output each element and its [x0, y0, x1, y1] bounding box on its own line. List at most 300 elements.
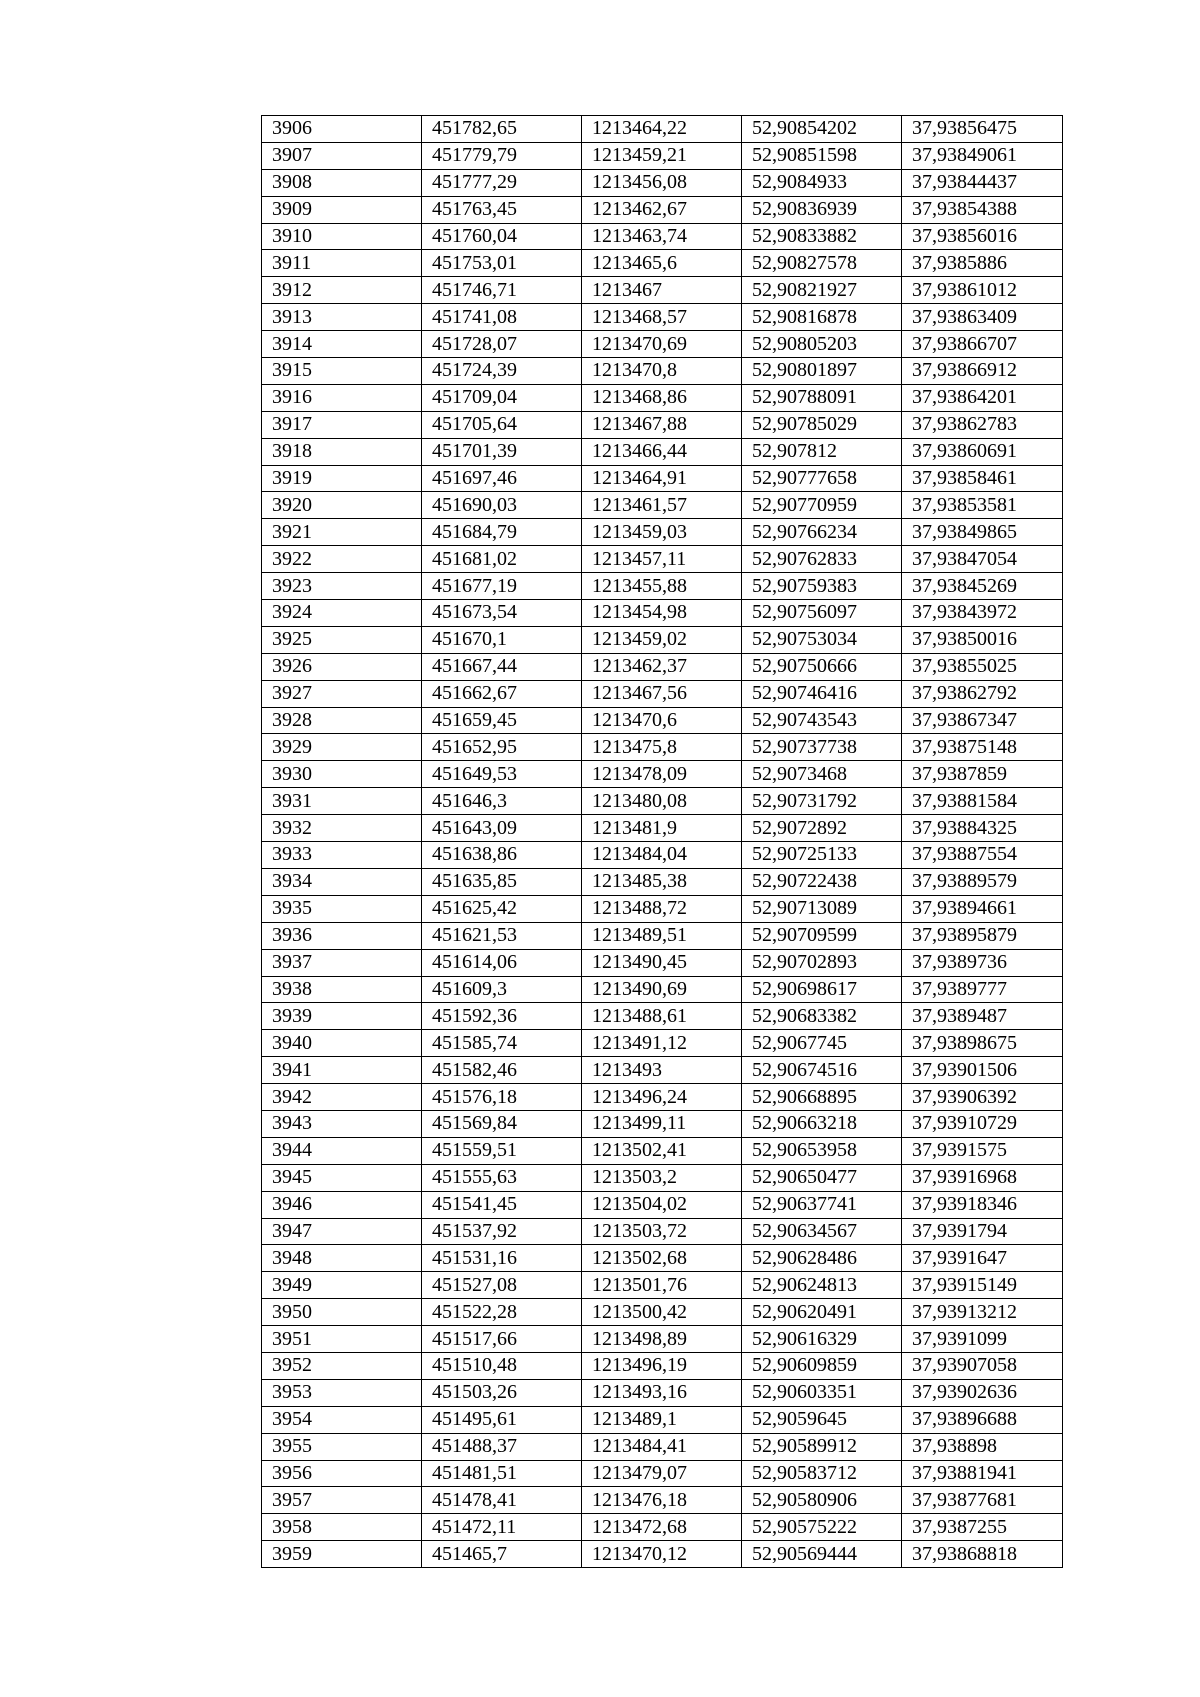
latitude-cell: 52,90788091	[742, 384, 902, 411]
longitude-cell: 37,93887554	[902, 842, 1063, 869]
y-coordinate-cell: 1213467,88	[582, 411, 742, 438]
point-number-cell: 3926	[262, 653, 422, 680]
table-row	[262, 331, 1063, 358]
table-row	[262, 1164, 1063, 1191]
longitude-cell: 37,9391099	[902, 1326, 1063, 1353]
x-coordinate-cell: 451559,51	[422, 1137, 582, 1164]
y-coordinate-cell: 1213501,76	[582, 1272, 742, 1299]
x-coordinate-cell: 451701,39	[422, 438, 582, 465]
point-number-cell: 3919	[262, 465, 422, 492]
point-number-cell: 3931	[262, 788, 422, 815]
y-coordinate-cell: 1213500,42	[582, 1299, 742, 1326]
latitude-cell: 52,90580906	[742, 1487, 902, 1514]
point-number-cell: 3939	[262, 1003, 422, 1030]
point-number-cell: 3921	[262, 519, 422, 546]
y-coordinate-cell: 1213488,61	[582, 1003, 742, 1030]
longitude-cell: 37,93918346	[902, 1191, 1063, 1218]
latitude-cell: 52,90663218	[742, 1110, 902, 1137]
latitude-cell: 52,90668895	[742, 1084, 902, 1111]
x-coordinate-cell: 451728,07	[422, 331, 582, 358]
longitude-cell: 37,93847054	[902, 546, 1063, 573]
x-coordinate-cell: 451517,66	[422, 1326, 582, 1353]
table-row	[262, 707, 1063, 734]
longitude-cell: 37,93854388	[902, 196, 1063, 223]
longitude-cell: 37,93916968	[902, 1164, 1063, 1191]
point-number-cell: 3942	[262, 1084, 422, 1111]
latitude-cell: 52,90833882	[742, 223, 902, 250]
table-row	[262, 546, 1063, 573]
table-row	[262, 1326, 1063, 1353]
latitude-cell: 52,90777658	[742, 465, 902, 492]
point-number-cell: 3923	[262, 573, 422, 600]
table-row	[262, 1514, 1063, 1541]
coordinates-table	[261, 115, 1063, 1568]
point-number-cell: 3915	[262, 358, 422, 385]
longitude-cell: 37,93850016	[902, 626, 1063, 653]
x-coordinate-cell: 451503,26	[422, 1379, 582, 1406]
x-coordinate-cell: 451478,41	[422, 1487, 582, 1514]
point-number-cell: 3951	[262, 1326, 422, 1353]
point-number-cell: 3956	[262, 1460, 422, 1487]
y-coordinate-cell: 1213459,03	[582, 519, 742, 546]
y-coordinate-cell: 1213498,89	[582, 1326, 742, 1353]
y-coordinate-cell: 1213457,11	[582, 546, 742, 573]
y-coordinate-cell: 1213504,02	[582, 1191, 742, 1218]
longitude-cell: 37,93849865	[902, 519, 1063, 546]
y-coordinate-cell: 1213491,12	[582, 1030, 742, 1057]
latitude-cell: 52,90698617	[742, 976, 902, 1003]
point-number-cell: 3957	[262, 1487, 422, 1514]
latitude-cell: 52,90750666	[742, 653, 902, 680]
point-number-cell: 3953	[262, 1379, 422, 1406]
point-number-cell: 3947	[262, 1218, 422, 1245]
longitude-cell: 37,9391575	[902, 1137, 1063, 1164]
latitude-cell: 52,90620491	[742, 1299, 902, 1326]
y-coordinate-cell: 1213467,56	[582, 680, 742, 707]
longitude-cell: 37,93866707	[902, 331, 1063, 358]
latitude-cell: 52,90851598	[742, 142, 902, 169]
point-number-cell: 3914	[262, 331, 422, 358]
longitude-cell: 37,9391794	[902, 1218, 1063, 1245]
y-coordinate-cell: 1213467	[582, 277, 742, 304]
point-number-cell: 3912	[262, 277, 422, 304]
table-row	[262, 1191, 1063, 1218]
y-coordinate-cell: 1213465,6	[582, 250, 742, 277]
point-number-cell: 3944	[262, 1137, 422, 1164]
latitude-cell: 52,90653958	[742, 1137, 902, 1164]
point-number-cell: 3958	[262, 1514, 422, 1541]
x-coordinate-cell: 451763,45	[422, 196, 582, 223]
table-row	[262, 734, 1063, 761]
latitude-cell: 52,90743543	[742, 707, 902, 734]
y-coordinate-cell: 1213479,07	[582, 1460, 742, 1487]
x-coordinate-cell: 451753,01	[422, 250, 582, 277]
point-number-cell: 3913	[262, 304, 422, 331]
y-coordinate-cell: 1213470,69	[582, 331, 742, 358]
y-coordinate-cell: 1213454,98	[582, 600, 742, 627]
coordinates-table-body	[262, 116, 1063, 1568]
y-coordinate-cell: 1213464,22	[582, 116, 742, 143]
latitude-cell: 52,90583712	[742, 1460, 902, 1487]
longitude-cell: 37,93881584	[902, 788, 1063, 815]
x-coordinate-cell: 451510,48	[422, 1352, 582, 1379]
latitude-cell: 52,9073468	[742, 761, 902, 788]
point-number-cell: 3949	[262, 1272, 422, 1299]
latitude-cell: 52,90731792	[742, 788, 902, 815]
latitude-cell: 52,9067745	[742, 1030, 902, 1057]
y-coordinate-cell: 1213466,44	[582, 438, 742, 465]
longitude-cell: 37,9391647	[902, 1245, 1063, 1272]
longitude-cell: 37,93844437	[902, 169, 1063, 196]
y-coordinate-cell: 1213489,51	[582, 922, 742, 949]
y-coordinate-cell: 1213461,57	[582, 492, 742, 519]
y-coordinate-cell: 1213468,57	[582, 304, 742, 331]
longitude-cell: 37,93866912	[902, 358, 1063, 385]
x-coordinate-cell: 451649,53	[422, 761, 582, 788]
point-number-cell: 3952	[262, 1352, 422, 1379]
longitude-cell: 37,93855025	[902, 653, 1063, 680]
y-coordinate-cell: 1213502,68	[582, 1245, 742, 1272]
table-row	[262, 1272, 1063, 1299]
longitude-cell: 37,93862792	[902, 680, 1063, 707]
y-coordinate-cell: 1213503,72	[582, 1218, 742, 1245]
table-row	[262, 411, 1063, 438]
latitude-cell: 52,90722438	[742, 868, 902, 895]
x-coordinate-cell: 451527,08	[422, 1272, 582, 1299]
point-number-cell: 3920	[262, 492, 422, 519]
x-coordinate-cell: 451609,3	[422, 976, 582, 1003]
latitude-cell: 52,9072892	[742, 815, 902, 842]
y-coordinate-cell: 1213472,68	[582, 1514, 742, 1541]
table-row	[262, 573, 1063, 600]
longitude-cell: 37,93896688	[902, 1406, 1063, 1433]
latitude-cell: 52,9084933	[742, 169, 902, 196]
x-coordinate-cell: 451697,46	[422, 465, 582, 492]
longitude-cell: 37,93849061	[902, 142, 1063, 169]
latitude-cell: 52,90816878	[742, 304, 902, 331]
latitude-cell: 52,90737738	[742, 734, 902, 761]
x-coordinate-cell: 451709,04	[422, 384, 582, 411]
x-coordinate-cell: 451569,84	[422, 1110, 582, 1137]
x-coordinate-cell: 451614,06	[422, 949, 582, 976]
latitude-cell: 52,90805203	[742, 331, 902, 358]
longitude-cell: 37,93856475	[902, 116, 1063, 143]
x-coordinate-cell: 451495,61	[422, 1406, 582, 1433]
point-number-cell: 3927	[262, 680, 422, 707]
latitude-cell: 52,90674516	[742, 1057, 902, 1084]
longitude-cell: 37,93895879	[902, 922, 1063, 949]
y-coordinate-cell: 1213496,24	[582, 1084, 742, 1111]
point-number-cell: 3929	[262, 734, 422, 761]
longitude-cell: 37,9387859	[902, 761, 1063, 788]
x-coordinate-cell: 451465,7	[422, 1541, 582, 1568]
latitude-cell: 52,90746416	[742, 680, 902, 707]
longitude-cell: 37,93902636	[902, 1379, 1063, 1406]
point-number-cell: 3932	[262, 815, 422, 842]
x-coordinate-cell: 451681,02	[422, 546, 582, 573]
latitude-cell: 52,90603351	[742, 1379, 902, 1406]
point-number-cell: 3954	[262, 1406, 422, 1433]
y-coordinate-cell: 1213485,38	[582, 868, 742, 895]
table-row	[262, 761, 1063, 788]
x-coordinate-cell: 451677,19	[422, 573, 582, 600]
x-coordinate-cell: 451670,1	[422, 626, 582, 653]
table-row	[262, 492, 1063, 519]
longitude-cell: 37,9389777	[902, 976, 1063, 1003]
y-coordinate-cell: 1213455,88	[582, 573, 742, 600]
table-row	[262, 1137, 1063, 1164]
y-coordinate-cell: 1213490,69	[582, 976, 742, 1003]
y-coordinate-cell: 1213503,2	[582, 1164, 742, 1191]
longitude-cell: 37,9387255	[902, 1514, 1063, 1541]
longitude-cell: 37,9385886	[902, 250, 1063, 277]
x-coordinate-cell: 451705,64	[422, 411, 582, 438]
point-number-cell: 3928	[262, 707, 422, 734]
table-row	[262, 1433, 1063, 1460]
x-coordinate-cell: 451777,29	[422, 169, 582, 196]
point-number-cell: 3948	[262, 1245, 422, 1272]
y-coordinate-cell: 1213484,41	[582, 1433, 742, 1460]
point-number-cell: 3930	[262, 761, 422, 788]
y-coordinate-cell: 1213456,08	[582, 169, 742, 196]
x-coordinate-cell: 451488,37	[422, 1433, 582, 1460]
latitude-cell: 52,90753034	[742, 626, 902, 653]
point-number-cell: 3906	[262, 116, 422, 143]
table-row	[262, 680, 1063, 707]
longitude-cell: 37,93861012	[902, 277, 1063, 304]
latitude-cell: 52,90628486	[742, 1245, 902, 1272]
table-row	[262, 976, 1063, 1003]
point-number-cell: 3910	[262, 223, 422, 250]
longitude-cell: 37,93889579	[902, 868, 1063, 895]
latitude-cell: 52,90836939	[742, 196, 902, 223]
table-row	[262, 304, 1063, 331]
x-coordinate-cell: 451555,63	[422, 1164, 582, 1191]
table-row	[262, 1460, 1063, 1487]
point-number-cell: 3916	[262, 384, 422, 411]
x-coordinate-cell: 451652,95	[422, 734, 582, 761]
table-row	[262, 223, 1063, 250]
longitude-cell: 37,93868818	[902, 1541, 1063, 1568]
x-coordinate-cell: 451760,04	[422, 223, 582, 250]
point-number-cell: 3922	[262, 546, 422, 573]
table-row	[262, 250, 1063, 277]
y-coordinate-cell: 1213481,9	[582, 815, 742, 842]
longitude-cell: 37,93898675	[902, 1030, 1063, 1057]
point-number-cell: 3946	[262, 1191, 422, 1218]
table-row	[262, 1406, 1063, 1433]
longitude-cell: 37,93907058	[902, 1352, 1063, 1379]
latitude-cell: 52,90766234	[742, 519, 902, 546]
table-row	[262, 653, 1063, 680]
latitude-cell: 52,90709599	[742, 922, 902, 949]
longitude-cell: 37,93913212	[902, 1299, 1063, 1326]
table-row	[262, 116, 1063, 143]
longitude-cell: 37,93843972	[902, 600, 1063, 627]
longitude-cell: 37,93863409	[902, 304, 1063, 331]
longitude-cell: 37,93860691	[902, 438, 1063, 465]
table-row	[262, 1084, 1063, 1111]
y-coordinate-cell: 1213462,67	[582, 196, 742, 223]
point-number-cell: 3940	[262, 1030, 422, 1057]
y-coordinate-cell: 1213470,12	[582, 1541, 742, 1568]
x-coordinate-cell: 451621,53	[422, 922, 582, 949]
longitude-cell: 37,93910729	[902, 1110, 1063, 1137]
y-coordinate-cell: 1213462,37	[582, 653, 742, 680]
point-number-cell: 3935	[262, 895, 422, 922]
x-coordinate-cell: 451576,18	[422, 1084, 582, 1111]
table-row	[262, 1299, 1063, 1326]
latitude-cell: 52,90725133	[742, 842, 902, 869]
longitude-cell: 37,93915149	[902, 1272, 1063, 1299]
latitude-cell: 52,90589912	[742, 1433, 902, 1460]
table-row	[262, 384, 1063, 411]
latitude-cell: 52,90616329	[742, 1326, 902, 1353]
x-coordinate-cell: 451646,3	[422, 788, 582, 815]
point-number-cell: 3933	[262, 842, 422, 869]
longitude-cell: 37,93856016	[902, 223, 1063, 250]
table-row	[262, 868, 1063, 895]
y-coordinate-cell: 1213459,02	[582, 626, 742, 653]
x-coordinate-cell: 451741,08	[422, 304, 582, 331]
longitude-cell: 37,93906392	[902, 1084, 1063, 1111]
latitude-cell: 52,9059645	[742, 1406, 902, 1433]
table-row	[262, 358, 1063, 385]
table-row	[262, 1110, 1063, 1137]
longitude-cell: 37,93877681	[902, 1487, 1063, 1514]
longitude-cell: 37,93884325	[902, 815, 1063, 842]
longitude-cell: 37,93853581	[902, 492, 1063, 519]
y-coordinate-cell: 1213459,21	[582, 142, 742, 169]
point-number-cell: 3934	[262, 868, 422, 895]
table-row	[262, 277, 1063, 304]
table-row	[262, 626, 1063, 653]
latitude-cell: 52,90801897	[742, 358, 902, 385]
x-coordinate-cell: 451724,39	[422, 358, 582, 385]
point-number-cell: 3911	[262, 250, 422, 277]
longitude-cell: 37,93894661	[902, 895, 1063, 922]
x-coordinate-cell: 451667,44	[422, 653, 582, 680]
point-number-cell: 3907	[262, 142, 422, 169]
latitude-cell: 52,90637741	[742, 1191, 902, 1218]
y-coordinate-cell: 1213470,6	[582, 707, 742, 734]
x-coordinate-cell: 451635,85	[422, 868, 582, 895]
x-coordinate-cell: 451625,42	[422, 895, 582, 922]
point-number-cell: 3945	[262, 1164, 422, 1191]
longitude-cell: 37,93858461	[902, 465, 1063, 492]
y-coordinate-cell: 1213484,04	[582, 842, 742, 869]
point-number-cell: 3950	[262, 1299, 422, 1326]
table-row	[262, 895, 1063, 922]
latitude-cell: 52,90650477	[742, 1164, 902, 1191]
x-coordinate-cell: 451522,28	[422, 1299, 582, 1326]
latitude-cell: 52,90624813	[742, 1272, 902, 1299]
x-coordinate-cell: 451690,03	[422, 492, 582, 519]
longitude-cell: 37,93881941	[902, 1460, 1063, 1487]
y-coordinate-cell: 1213496,19	[582, 1352, 742, 1379]
table-row	[262, 519, 1063, 546]
x-coordinate-cell: 451531,16	[422, 1245, 582, 1272]
table-row	[262, 788, 1063, 815]
longitude-cell: 37,9389487	[902, 1003, 1063, 1030]
point-number-cell: 3908	[262, 169, 422, 196]
longitude-cell: 37,93867347	[902, 707, 1063, 734]
point-number-cell: 3943	[262, 1110, 422, 1137]
latitude-cell: 52,90770959	[742, 492, 902, 519]
table-row	[262, 1379, 1063, 1406]
x-coordinate-cell: 451541,45	[422, 1191, 582, 1218]
longitude-cell: 37,93864201	[902, 384, 1063, 411]
point-number-cell: 3936	[262, 922, 422, 949]
y-coordinate-cell: 1213468,86	[582, 384, 742, 411]
point-number-cell: 3937	[262, 949, 422, 976]
table-row	[262, 438, 1063, 465]
point-number-cell: 3918	[262, 438, 422, 465]
x-coordinate-cell: 451782,65	[422, 116, 582, 143]
table-row	[262, 1218, 1063, 1245]
latitude-cell: 52,907812	[742, 438, 902, 465]
latitude-cell: 52,90827578	[742, 250, 902, 277]
x-coordinate-cell: 451746,71	[422, 277, 582, 304]
latitude-cell: 52,90609859	[742, 1352, 902, 1379]
point-number-cell: 3925	[262, 626, 422, 653]
latitude-cell: 52,90683382	[742, 1003, 902, 1030]
y-coordinate-cell: 1213480,08	[582, 788, 742, 815]
latitude-cell: 52,90821927	[742, 277, 902, 304]
x-coordinate-cell: 451582,46	[422, 1057, 582, 1084]
table-row	[262, 1030, 1063, 1057]
y-coordinate-cell: 1213499,11	[582, 1110, 742, 1137]
point-number-cell: 3924	[262, 600, 422, 627]
x-coordinate-cell: 451592,36	[422, 1003, 582, 1030]
table-row	[262, 600, 1063, 627]
table-row	[262, 815, 1063, 842]
x-coordinate-cell: 451662,67	[422, 680, 582, 707]
table-row	[262, 142, 1063, 169]
table-row	[262, 922, 1063, 949]
point-number-cell: 3938	[262, 976, 422, 1003]
y-coordinate-cell: 1213478,09	[582, 761, 742, 788]
latitude-cell: 52,90634567	[742, 1218, 902, 1245]
point-number-cell: 3909	[262, 196, 422, 223]
x-coordinate-cell: 451684,79	[422, 519, 582, 546]
latitude-cell: 52,90702893	[742, 949, 902, 976]
table-row	[262, 1057, 1063, 1084]
x-coordinate-cell: 451779,79	[422, 142, 582, 169]
latitude-cell: 52,90713089	[742, 895, 902, 922]
y-coordinate-cell: 1213490,45	[582, 949, 742, 976]
x-coordinate-cell: 451673,54	[422, 600, 582, 627]
y-coordinate-cell: 1213493,16	[582, 1379, 742, 1406]
x-coordinate-cell: 451481,51	[422, 1460, 582, 1487]
longitude-cell: 37,93901506	[902, 1057, 1063, 1084]
latitude-cell: 52,90759383	[742, 573, 902, 600]
table-row	[262, 1352, 1063, 1379]
x-coordinate-cell: 451659,45	[422, 707, 582, 734]
table-row	[262, 1541, 1063, 1568]
point-number-cell: 3959	[262, 1541, 422, 1568]
y-coordinate-cell: 1213489,1	[582, 1406, 742, 1433]
y-coordinate-cell: 1213488,72	[582, 895, 742, 922]
table-row	[262, 842, 1063, 869]
latitude-cell: 52,90756097	[742, 600, 902, 627]
longitude-cell: 37,93845269	[902, 573, 1063, 600]
y-coordinate-cell: 1213502,41	[582, 1137, 742, 1164]
latitude-cell: 52,90569444	[742, 1541, 902, 1568]
table-row	[262, 196, 1063, 223]
table-row	[262, 169, 1063, 196]
point-number-cell: 3917	[262, 411, 422, 438]
